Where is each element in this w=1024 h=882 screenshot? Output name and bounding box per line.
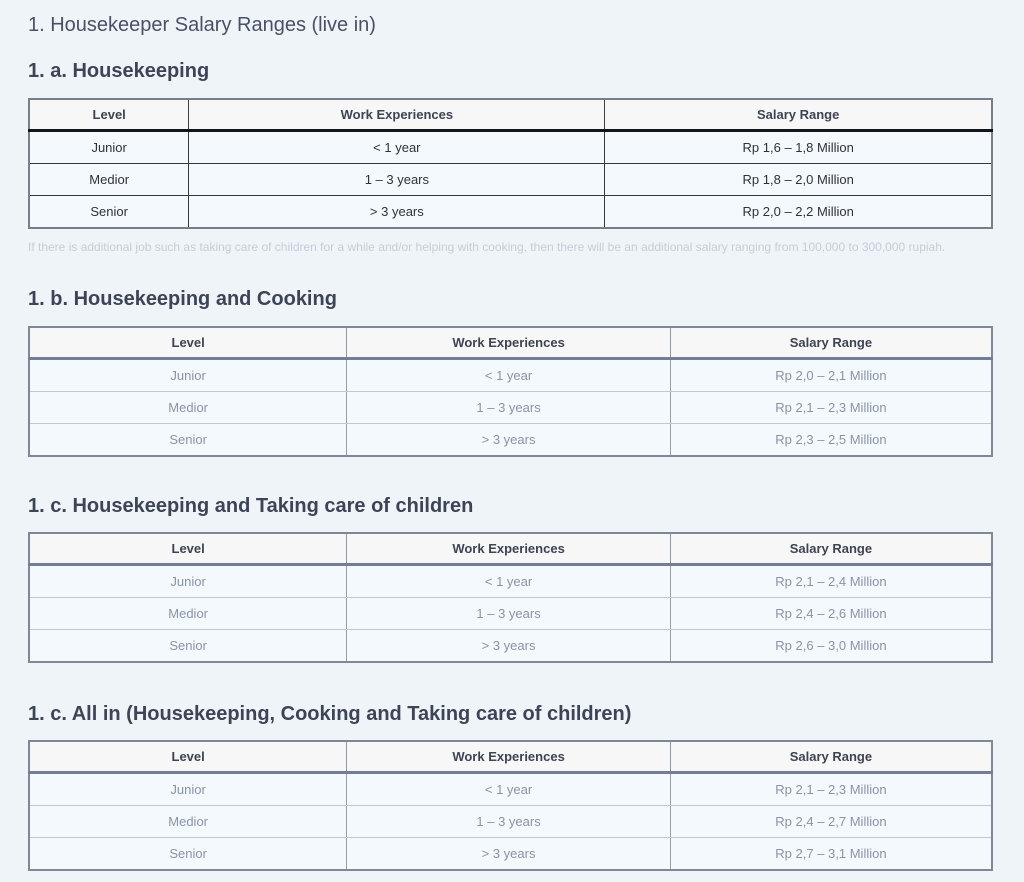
column-header-level: Level	[29, 327, 347, 359]
table-cell-salary-range: Rp 1,8 – 2,0 Million	[605, 164, 992, 196]
column-header-work-experiences: Work Experiences	[189, 99, 605, 131]
table-row	[29, 196, 992, 229]
table-cell-level: Senior	[29, 196, 189, 229]
column-header-salary-range: Salary Range	[670, 327, 992, 359]
salary-table-all-in	[28, 740, 993, 871]
salary-table-housekeeping	[28, 98, 993, 229]
column-header-level: Level	[29, 533, 347, 565]
table-cell-level: Senior	[29, 424, 347, 457]
table-cell-work-experience: < 1 year	[347, 773, 671, 806]
section-heading-housekeeping-children: 1. c. Housekeeping and Taking care of children	[28, 495, 474, 517]
table-cell-salary-range: Rp 2,1 – 2,3 Million	[670, 392, 992, 424]
page-title: 1. Housekeeper Salary Ranges (live in)	[28, 14, 376, 36]
table-cell-work-experience: > 3 years	[347, 424, 671, 457]
table-cell-salary-range: Rp 1,6 – 1,8 Million	[605, 131, 992, 164]
salary-table-housekeeping-children	[28, 532, 993, 663]
table-header-row	[29, 533, 992, 565]
section-housekeeping-children	[28, 494, 993, 663]
table-row	[29, 359, 992, 392]
column-header-level: Level	[29, 99, 189, 131]
table-cell-work-experience: < 1 year	[347, 359, 671, 392]
table-cell-work-experience: > 3 years	[347, 838, 671, 871]
table-cell-work-experience: < 1 year	[347, 565, 671, 598]
table-cell-level: Medior	[29, 164, 189, 196]
table-cell-work-experience: 1 – 3 years	[347, 598, 671, 630]
table-row	[29, 424, 992, 457]
section-housekeeping	[28, 59, 993, 254]
table-row	[29, 131, 992, 164]
column-header-salary-range: Salary Range	[670, 741, 992, 773]
table-cell-work-experience: > 3 years	[347, 630, 671, 663]
table-cell-work-experience: 1 – 3 years	[189, 164, 605, 196]
table-row	[29, 773, 992, 806]
table-cell-level: Medior	[29, 806, 347, 838]
table-cell-salary-range: Rp 2,1 – 2,4 Million	[670, 565, 992, 598]
table-cell-salary-range: Rp 2,1 – 2,3 Million	[670, 773, 992, 806]
section-housekeeping-cooking	[28, 287, 993, 457]
table-cell-salary-range: Rp 2,3 – 2,5 Million	[670, 424, 992, 457]
table-cell-level: Junior	[29, 131, 189, 164]
table-cell-work-experience: 1 – 3 years	[347, 392, 671, 424]
section-heading-all-in: 1. c. All in (Housekeeping, Cooking and Taking care of children)	[28, 703, 632, 725]
column-header-salary-range: Salary Range	[670, 533, 992, 565]
table-cell-salary-range: Rp 2,4 – 2,7 Million	[670, 806, 992, 838]
table-cell-level: Junior	[29, 359, 347, 392]
section-heading-housekeeping: 1. a. Housekeeping	[28, 60, 210, 82]
table-row	[29, 806, 992, 838]
table-row	[29, 838, 992, 871]
salary-table-housekeeping-cooking	[28, 326, 993, 457]
column-header-work-experiences: Work Experiences	[347, 741, 671, 773]
column-header-salary-range: Salary Range	[605, 99, 992, 131]
table-header-row	[29, 327, 992, 359]
table-cell-salary-range: Rp 2,6 – 3,0 Million	[670, 630, 992, 663]
table-cell-work-experience: 1 – 3 years	[347, 806, 671, 838]
table-cell-level: Senior	[29, 630, 347, 663]
table-cell-salary-range: Rp 2,7 – 3,1 Million	[670, 838, 992, 871]
table-cell-level: Senior	[29, 838, 347, 871]
table-row	[29, 392, 992, 424]
section-all-in	[28, 702, 993, 871]
section-heading-housekeeping-cooking: 1. b. Housekeeping and Cooking	[28, 288, 337, 310]
table-cell-level: Junior	[29, 773, 347, 806]
table-row	[29, 598, 992, 630]
additional-salary-note: If there is additional job such as taking care of children for a while and/or helping with cooking, then there will be an additional salary ranging from 100,000 to 300,000 rupiah.	[28, 240, 946, 254]
table-cell-work-experience: > 3 years	[189, 196, 605, 229]
table-cell-salary-range: Rp 2,4 – 2,6 Million	[670, 598, 992, 630]
column-header-work-experiences: Work Experiences	[347, 533, 671, 565]
table-cell-level: Medior	[29, 598, 347, 630]
table-cell-level: Junior	[29, 565, 347, 598]
table-cell-work-experience: < 1 year	[189, 131, 605, 164]
table-cell-salary-range: Rp 2,0 – 2,2 Million	[605, 196, 992, 229]
table-header-row	[29, 741, 992, 773]
table-header-row	[29, 99, 992, 131]
table-cell-salary-range: Rp 2,0 – 2,1 Million	[670, 359, 992, 392]
table-row	[29, 164, 992, 196]
table-row	[29, 630, 992, 663]
column-header-work-experiences: Work Experiences	[347, 327, 671, 359]
table-row	[29, 565, 992, 598]
column-header-level: Level	[29, 741, 347, 773]
table-cell-level: Medior	[29, 392, 347, 424]
